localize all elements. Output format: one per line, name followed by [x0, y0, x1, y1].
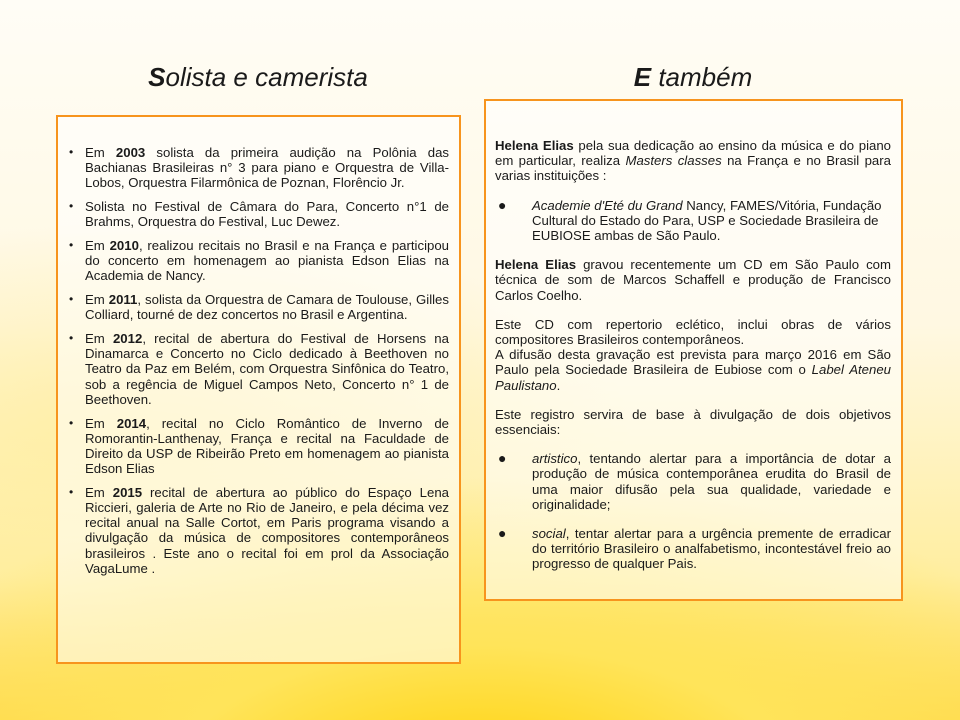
left-heading	[56, 62, 460, 93]
year: 2015	[112, 484, 143, 500]
bullet-icon: ●	[498, 196, 507, 213]
artist-name: Helena Elias	[495, 138, 574, 153]
list-item: • Em 2003 solista da primeira audição na Polônia das Bachianas Brasileiras n° 3 para piano e Orquestra de Villa-Lobos, Orquestra Filarmônica de Poznan, Florêncio Jr.	[66, 145, 449, 191]
institutions-bullet: ● Academie d'Eté du Grand Nancy, FAMES/Vitória, Fundação Cultural do Estado do Para, USP e Sociedade Brasileira de EUBIOSE ambas de São Paulo.	[498, 196, 882, 244]
bullet-icon: ●	[498, 525, 507, 542]
artist-name: Helena Elias	[495, 257, 577, 273]
right-heading-rest: também	[651, 62, 753, 92]
cd-paragraph: Helena Elias gravou recentemente um CD em São Paulo com técnica de som de Marcos Schaffell e produção de Francisco Carlos Coelho.	[495, 257, 891, 303]
year: 2003	[115, 145, 146, 160]
list-item: • Em 2010, realizou recitais no Brasil e na França e participou do concerto em homenagem ao pianista Edson Elias na Academia de Nancy.	[66, 238, 449, 284]
list-item: • Em 2011, solista da Orquestra de Camara de Toulouse, Gilles Colliard, tourné de dez concertos no Brasil e Argentina.	[66, 292, 449, 322]
list-item: • Em 2014, recital no Ciclo Romântico de Inverno de Romorantin-Lanthenay, França e recital na Faculdade de Direito da USP de Ribeirão Preto em homenagem ao pianista Edson Elias	[66, 416, 449, 477]
social-objective-bullet: ● social, tentar alertar para a urgência premente de erradicar do território Brasileiro o analfabetismo, incontestável freio ao progresso de qualquer Pais.	[498, 525, 891, 572]
right-panel	[484, 99, 903, 601]
repertoire-paragraph: Este CD com repertorio eclético, inclui obras de vários compositores Brasileiros contemporâneos.	[495, 316, 891, 348]
objectives-paragraph: Este registro servira de base à divulgação de dois objetivos essenciais:	[495, 406, 891, 438]
left-heading-rest: olista e camerista	[165, 62, 368, 92]
year: 2014	[116, 415, 147, 431]
list-item: • Solista no Festival de Câmara do Para, Concerto n°1 de Brahms, Orquestra do Festival, Luc Dewez.	[66, 199, 449, 229]
right-heading	[484, 62, 902, 93]
left-heading-initial: S	[148, 62, 166, 92]
artistic-objective-bullet: ● artistico, tentando alertar para a importância de dotar a produção de música contemporânea erudita do Brasil de uma maior difusão pela sua qualidade, variedade e originalidade;	[498, 450, 891, 512]
year: 2010	[109, 238, 139, 254]
year: 2012	[112, 331, 143, 347]
list-item: • Em 2015 recital de abertura ao público do Espaço Lena Riccieri, galeria de Arte no Rio de Janeiro, e pela décima vez recital anual na Salle Cortot, em Paris programa visando a divulgação da música de compositores contemporâneos brasileiros . Este ano o recital foi em prol da Associação VagaLume .	[66, 485, 449, 576]
left-panel	[56, 115, 461, 664]
right-heading-initial: E	[633, 62, 652, 92]
release-paragraph: A difusão desta gravação est prevista para março 2016 em São Paulo pela Sociedade Brasileira de Eubiose com o Label Ateneu Paulistano.	[495, 347, 891, 393]
bullet-icon: ●	[498, 450, 507, 467]
teaching-paragraph: Helena Elias pela sua dedicação ao ensino da música e do piano em particular, realiza Masters classes na França e no Brasil para varias instituições :	[495, 138, 891, 184]
year: 2011	[108, 292, 138, 308]
career-list	[66, 145, 449, 576]
list-item: • Em 2012, recital de abertura do Festival de Horsens na Dinamarca e Concerto no Ciclo dedicado à Beethoven no Teatro da Paz em Belém, com Orquestra Sinfônica do Teatro, sob a regência de Miguel Campos Neto, Concerto n° 1 de Beethoven.	[66, 331, 449, 407]
